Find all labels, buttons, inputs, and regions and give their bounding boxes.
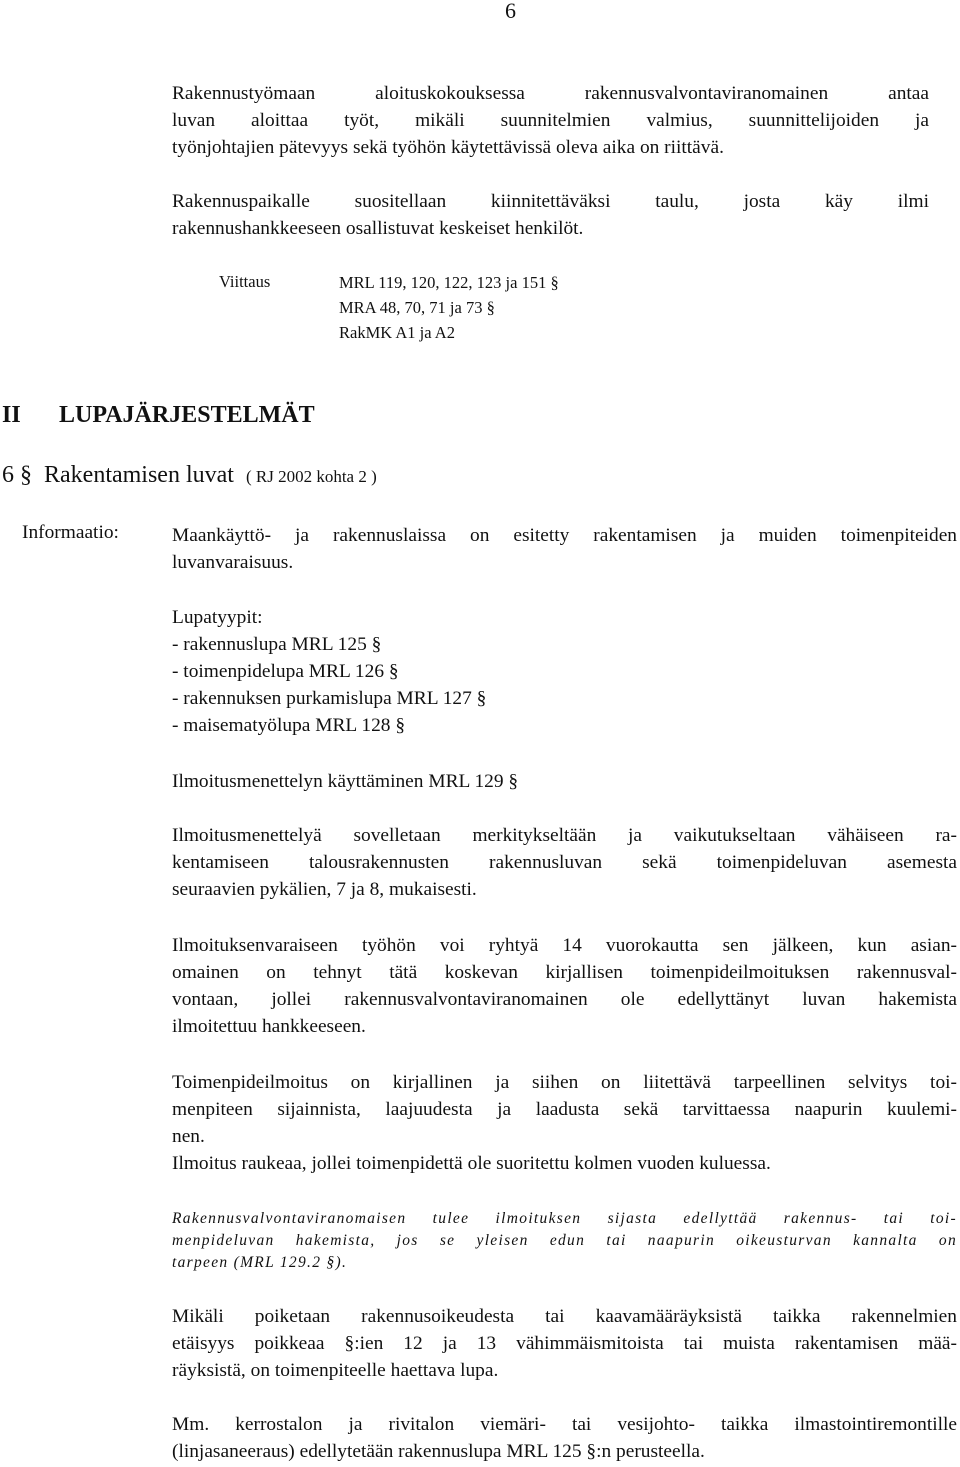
text-line: (linjasaneeraus) edellytetään rakennuslupa MRL 125 §:n perusteella.	[172, 1441, 705, 1462]
chapter-heading	[2, 402, 315, 429]
text-line: tarpeen (MRL 129.2 §).	[172, 1254, 348, 1271]
italic-note	[172, 1208, 957, 1274]
reference-line: RakMK A1 ja A2	[339, 323, 455, 342]
info-label: Informaatio:	[22, 522, 119, 543]
text-line: Rakennuspaikalle suositellaan kiinnitettäväksi taulu, josta käy ilmi	[172, 191, 929, 212]
text-line: etäisyys poikkeaa §:ien 12 ja 13 vähimmäismitoista tai muista rakentamisen mää-	[172, 1333, 957, 1354]
text-line: ilmoitettuu hankkeeseen.	[172, 1016, 366, 1037]
text-line: nen.	[172, 1126, 205, 1147]
paragraph-waiting-period	[172, 932, 957, 1040]
text-line: menpideluvan hakemista, jos se yleisen edun tai naapurin oikeusturvan kannalta on	[172, 1232, 957, 1249]
reference-list	[339, 270, 559, 345]
text-line: rakennushankkeeseen osallistuvat keskeiset henkilöt.	[172, 218, 584, 239]
paragraph-notification-content	[172, 1069, 957, 1177]
reference-line: MRA 48, 70, 71 ja 73 §	[339, 298, 495, 317]
text-line: omainen on tehnyt tätä koskevan kirjallisen toimenpideilmoituksen rakennusval-	[172, 962, 957, 983]
text-line: Mikäli poiketaan rakennusoikeudesta tai kaavamääräyksistä taikka rakennelmien	[172, 1306, 957, 1327]
permit-types-list	[172, 604, 486, 739]
list-item: - toimenpidelupa MRL 126 §	[172, 661, 399, 682]
text-line: Rakennusvalvontaviranomaisen tulee ilmoituksen sijasta edellyttää rakennus- tai toi-	[172, 1210, 957, 1227]
text-line: kentamiseen talousrakennusten rakennusluvan sekä toimenpideluvan asemesta	[172, 852, 957, 873]
text-line: Ilmoitus raukeaa, jollei toimenpidettä ole suoritettu kolmen vuoden kuluessa.	[172, 1153, 771, 1174]
paragraph-pipe-renovation	[172, 1411, 957, 1465]
section-title: Rakentamisen luvat	[44, 462, 234, 488]
list-item: - rakennuksen purkamislupa MRL 127 §	[172, 688, 487, 709]
info-text	[172, 522, 957, 576]
text-line: Ilmoitusmenettelyä sovelletaan merkitykseltään ja vaikutukseltaan vähäiseen ra-	[172, 825, 957, 846]
section-heading	[2, 462, 377, 489]
list-item: - rakennuslupa MRL 125 §	[172, 634, 382, 655]
text-line: luvan aloittaa työt, mikäli suunnitelmien valmius, suunnittelijoiden ja	[172, 110, 929, 131]
permit-types-heading: Lupatyypit:	[172, 607, 263, 628]
chapter-title: LUPAJÄRJESTELMÄT	[59, 402, 315, 428]
text-line: Mm. kerrostalon ja rivitalon viemäri- tai vesijohto- taikka ilmastointiremontille	[172, 1414, 957, 1435]
text-line: räyksistä, on toimenpiteelle haettava lupa.	[172, 1360, 499, 1381]
page-number: 6	[505, 0, 516, 23]
section-number: 6 §	[2, 462, 32, 488]
chapter-number: II	[2, 402, 21, 428]
list-item: - maisematyölupa MRL 128 §	[172, 715, 406, 736]
text-line: Ilmoituksenvaraiseen työhön voi ryhtyä 14 vuorokautta sen jälkeen, kun asian-	[172, 935, 957, 956]
text-line: vontaan, jollei rakennusvalvontaviranomainen ole edellyttänyt luvan hakemista	[172, 989, 957, 1010]
text-line: menpiteen sijainnista, laajuudesta ja laadusta sekä tarvittaessa naapurin kuulemi-	[172, 1099, 957, 1120]
text-line: luvanvaraisuus.	[172, 552, 294, 573]
section-note: ( RJ 2002 kohta 2 )	[245, 467, 377, 486]
paragraph-kickoff-meeting	[172, 80, 929, 161]
text-line: työnjohtajien pätevyys sekä työhön käytettävissä oleva aika on riittävä.	[172, 137, 724, 158]
text-line: seuraavien pykälien, 7 ja 8, mukaisesti.	[172, 879, 477, 900]
text-line: Rakennustyömaan aloituskokouksessa rakennusvalvontaviranomainen antaa	[172, 83, 929, 104]
paragraph-notification-procedure	[172, 822, 957, 903]
paragraph-deviation	[172, 1303, 957, 1384]
reference-label: Viittaus	[219, 272, 271, 291]
text-line: Toimenpideilmoitus on kirjallinen ja siihen on liitettävä tarpeellinen selvitys toi-	[172, 1072, 957, 1093]
notification-heading: Ilmoitusmenettelyn käyttäminen MRL 129 §	[172, 771, 519, 792]
paragraph-site-board	[172, 188, 929, 242]
reference-line: MRL 119, 120, 122, 123 ja 151 §	[339, 273, 559, 292]
text-line: Maankäyttö- ja rakennuslaissa on esitetty rakentamisen ja muiden toimenpiteiden	[172, 525, 957, 546]
